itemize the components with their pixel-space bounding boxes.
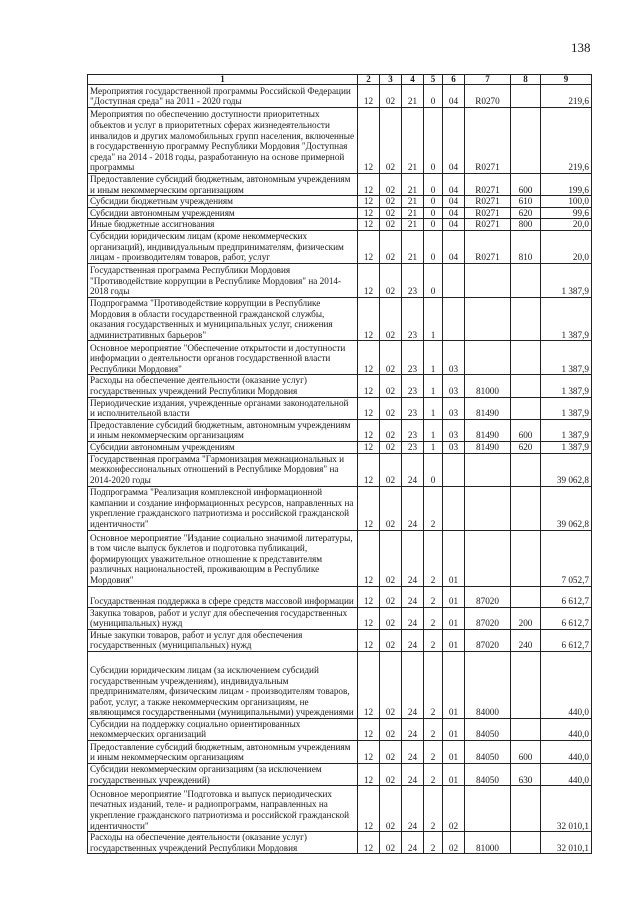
direction-code-cell: R0271	[465, 108, 511, 174]
row-name-cell: Расходы на обеспечение деятельности (оказание услуг) государственных учреждений Республики Мордовия	[88, 375, 358, 397]
activity-code-cell: 01	[443, 718, 465, 740]
column-header: 1	[88, 75, 358, 85]
ministry-code-cell: 12	[358, 108, 380, 174]
program-code-cell: 21	[402, 85, 424, 108]
direction-code-cell: 87020	[465, 586, 511, 607]
program-code-cell: 24	[402, 718, 424, 740]
row-name-cell: Субсидии автономным учреждениям	[88, 441, 358, 453]
section-code-cell: 02	[380, 219, 402, 231]
direction-code-cell: R0271	[465, 230, 511, 263]
row-name-cell: Основное мероприятие "Обеспечение открытости и доступности информации о деятельности органов государственной власти Республики Мордовия"	[88, 341, 358, 375]
row-name-cell: Субсидии некоммерческим организациям (за исключением государственных учреждений)	[88, 764, 358, 786]
activity-code-cell: 03	[443, 397, 465, 419]
amount-cell: 1 387,9	[541, 297, 592, 340]
activity-code-cell: 01	[443, 607, 465, 629]
section-code-cell: 02	[380, 196, 402, 208]
subprogram-code-cell: 1	[424, 419, 443, 441]
expense-type-cell: 810	[511, 230, 541, 263]
program-code-cell: 23	[402, 375, 424, 397]
program-code-cell: 24	[402, 651, 424, 718]
table-row	[88, 629, 592, 651]
activity-code-cell: 01	[443, 629, 465, 651]
column-header: 2	[358, 75, 380, 85]
ministry-code-cell: 12	[358, 530, 380, 586]
direction-code-cell: R0270	[465, 85, 511, 108]
ministry-code-cell: 12	[358, 341, 380, 375]
row-name-cell: Иные закупки товаров, работ и услуг для обеспечения государственных (муниципальных) нужд	[88, 629, 358, 651]
row-name-cell: Субсидии бюджетным учреждениям	[88, 196, 358, 208]
activity-code-cell: 01	[443, 586, 465, 607]
expense-type-cell: 630	[511, 764, 541, 786]
subprogram-code-cell: 1	[424, 397, 443, 419]
subprogram-code-cell: 0	[424, 196, 443, 208]
direction-code-cell: 87020	[465, 607, 511, 629]
row-name-cell: Иные бюджетные ассигнования	[88, 219, 358, 231]
table-row	[88, 453, 592, 486]
expense-type-cell: 610	[511, 196, 541, 208]
row-name-cell: Государственная поддержка в сфере средств массовой информации	[88, 586, 358, 607]
ministry-code-cell: 12	[358, 297, 380, 340]
amount-cell: 1 387,9	[541, 341, 592, 375]
direction-code-cell	[465, 530, 511, 586]
table-row	[88, 530, 592, 586]
row-name-cell: Государственная программа "Гармонизация межнациональных и межконфессиональных отношений в Республике Мордовия" на 2014-2020 годы	[88, 453, 358, 486]
program-code-cell: 21	[402, 108, 424, 174]
section-code-cell: 02	[380, 297, 402, 340]
section-code-cell: 02	[380, 419, 402, 441]
column-header: 3	[380, 75, 402, 85]
subprogram-code-cell: 0	[424, 219, 443, 231]
table-row	[88, 230, 592, 263]
ministry-code-cell: 12	[358, 196, 380, 208]
direction-code-cell: 84050	[465, 718, 511, 740]
ministry-code-cell: 12	[358, 586, 380, 607]
amount-cell: 7 052,7	[541, 530, 592, 586]
section-code-cell: 02	[380, 108, 402, 174]
section-code-cell: 02	[380, 586, 402, 607]
amount-cell: 6 612,7	[541, 629, 592, 651]
activity-code-cell: 04	[443, 196, 465, 208]
subprogram-code-cell: 2	[424, 586, 443, 607]
program-code-cell: 23	[402, 441, 424, 453]
expense-type-cell: 620	[511, 441, 541, 453]
expense-type-cell	[511, 341, 541, 375]
activity-code-cell	[443, 297, 465, 340]
amount-cell: 1 387,9	[541, 263, 592, 297]
program-code-cell: 23	[402, 297, 424, 340]
table-row	[88, 607, 592, 629]
activity-code-cell: 04	[443, 230, 465, 263]
subprogram-code-cell: 0	[424, 263, 443, 297]
expense-type-cell	[511, 786, 541, 832]
subprogram-code-cell: 0	[424, 174, 443, 196]
column-header: 6	[443, 75, 465, 85]
direction-code-cell	[465, 341, 511, 375]
direction-code-cell: R0271	[465, 219, 511, 231]
column-header: 9	[541, 75, 592, 85]
ministry-code-cell: 12	[358, 219, 380, 231]
activity-code-cell: 01	[443, 530, 465, 586]
ministry-code-cell: 12	[358, 397, 380, 419]
section-code-cell: 02	[380, 441, 402, 453]
section-code-cell: 02	[380, 486, 402, 530]
row-name-cell: Основное мероприятие "Издание социально значимой литературы, в том числе выпуск буклетов и подготовка публикаций, формирующих уважительное отношение к представителям различных национальностей, проживающим в Республике Мордовия"	[88, 530, 358, 586]
amount-cell: 32 010,1	[541, 786, 592, 832]
expense-type-cell: 620	[511, 207, 541, 219]
amount-cell: 219,6	[541, 85, 592, 108]
row-name-cell: Подпрограмма "Реализация комплексной информационной кампании и создание информационных ресурсов, направленных на укрепление гражданского патриотизма и российской гражданской идентичности"	[88, 486, 358, 530]
budget-table	[87, 74, 592, 854]
table-row	[88, 108, 592, 174]
table-row	[88, 764, 592, 786]
expense-type-cell	[511, 108, 541, 174]
amount-cell: 20,0	[541, 230, 592, 263]
table-row	[88, 207, 592, 219]
program-code-cell: 24	[402, 764, 424, 786]
expense-type-cell	[511, 453, 541, 486]
ministry-code-cell: 12	[358, 629, 380, 651]
table-row	[88, 786, 592, 832]
subprogram-code-cell: 0	[424, 230, 443, 263]
direction-code-cell: 84050	[465, 741, 511, 764]
table-row	[88, 174, 592, 196]
table-row	[88, 486, 592, 530]
ministry-code-cell: 12	[358, 441, 380, 453]
column-header: 8	[511, 75, 541, 85]
amount-cell: 39 062,8	[541, 486, 592, 530]
subprogram-code-cell: 1	[424, 375, 443, 397]
ministry-code-cell: 12	[358, 230, 380, 263]
direction-code-cell	[465, 453, 511, 486]
section-code-cell: 02	[380, 786, 402, 832]
direction-code-cell: 84050	[465, 764, 511, 786]
activity-code-cell: 02	[443, 832, 465, 854]
expense-type-cell: 200	[511, 607, 541, 629]
program-code-cell: 23	[402, 419, 424, 441]
table-header-row	[88, 75, 592, 85]
program-code-cell: 24	[402, 453, 424, 486]
expense-type-cell	[511, 486, 541, 530]
subprogram-code-cell: 2	[424, 786, 443, 832]
direction-code-cell: R0271	[465, 207, 511, 219]
expense-type-cell	[511, 530, 541, 586]
direction-code-cell	[465, 263, 511, 297]
expense-type-cell	[511, 397, 541, 419]
direction-code-cell: R0271	[465, 196, 511, 208]
table-row	[88, 832, 592, 854]
table-row	[88, 741, 592, 764]
section-code-cell: 02	[380, 85, 402, 108]
program-code-cell: 24	[402, 832, 424, 854]
activity-code-cell: 02	[443, 786, 465, 832]
ministry-code-cell: 12	[358, 174, 380, 196]
activity-code-cell	[443, 263, 465, 297]
ministry-code-cell: 12	[358, 375, 380, 397]
activity-code-cell: 01	[443, 764, 465, 786]
ministry-code-cell: 12	[358, 718, 380, 740]
row-name-cell: Основное мероприятие "Подготовка и выпуск периодических печатных изданий, теле- и радиопрограмм, направленных на укрепление гражданского патриотизма и российской гражданской идентичности"	[88, 786, 358, 832]
amount-cell: 6 612,7	[541, 607, 592, 629]
section-code-cell: 02	[380, 629, 402, 651]
amount-cell: 1 387,9	[541, 397, 592, 419]
ministry-code-cell: 12	[358, 486, 380, 530]
amount-cell: 100,0	[541, 196, 592, 208]
expense-type-cell: 600	[511, 741, 541, 764]
activity-code-cell: 04	[443, 207, 465, 219]
section-code-cell: 02	[380, 530, 402, 586]
program-code-cell: 24	[402, 741, 424, 764]
section-code-cell: 02	[380, 718, 402, 740]
direction-code-cell: 81490	[465, 441, 511, 453]
expense-type-cell	[511, 297, 541, 340]
row-name-cell: Закупка товаров, работ и услуг для обеспечения государственных (муниципальных) нужд	[88, 607, 358, 629]
subprogram-code-cell: 0	[424, 85, 443, 108]
section-code-cell: 02	[380, 453, 402, 486]
subprogram-code-cell: 1	[424, 297, 443, 340]
subprogram-code-cell: 0	[424, 453, 443, 486]
amount-cell: 6 612,7	[541, 586, 592, 607]
activity-code-cell: 04	[443, 219, 465, 231]
row-name-cell: Подпрограмма "Противодействие коррупции в Республике Мордовия в области государственной гражданской службы, оказания государственных и муниципальных услуг, снижения административных барьеров"	[88, 297, 358, 340]
activity-code-cell	[443, 486, 465, 530]
direction-code-cell: 87020	[465, 629, 511, 651]
subprogram-code-cell: 2	[424, 629, 443, 651]
ministry-code-cell: 12	[358, 607, 380, 629]
section-code-cell: 02	[380, 741, 402, 764]
row-name-cell: Субсидии юридическим лицам (за исключением субсидий государственным учреждениям), индивидуальным предпринимателям, физическим лицам - производителям товаров, работ, услуг, а также некоммерческим организациям, не являющимся государственными (муниципальными) учреждениями	[88, 651, 358, 718]
section-code-cell: 02	[380, 341, 402, 375]
column-header: 5	[424, 75, 443, 85]
row-name-cell: Мероприятия по обеспечению доступности приоритетных объектов и услуг в приоритетных сферах жизнедеятельности инвалидов и других маломобильных групп населения, включенные в государственную программу Республики Мордовия "Доступная среда" на 2014 - 2018 годы, разработанную на основе примерной программы	[88, 108, 358, 174]
program-code-cell: 24	[402, 786, 424, 832]
ministry-code-cell: 12	[358, 263, 380, 297]
expense-type-cell	[511, 85, 541, 108]
subprogram-code-cell: 2	[424, 741, 443, 764]
subprogram-code-cell: 0	[424, 207, 443, 219]
subprogram-code-cell: 1	[424, 441, 443, 453]
direction-code-cell: R0271	[465, 174, 511, 196]
page-number: 138	[571, 40, 591, 55]
ministry-code-cell: 12	[358, 786, 380, 832]
ministry-code-cell: 12	[358, 85, 380, 108]
row-name-cell: Субсидии автономным учреждениям	[88, 207, 358, 219]
amount-cell: 219,6	[541, 108, 592, 174]
program-code-cell: 21	[402, 196, 424, 208]
table-row	[88, 586, 592, 607]
program-code-cell: 21	[402, 174, 424, 196]
row-name-cell: Предоставление субсидий бюджетным, автономным учреждениям и иным некоммерческим организациям	[88, 174, 358, 196]
direction-code-cell: 84000	[465, 651, 511, 718]
row-name-cell: Предоставление субсидий бюджетным, автономным учреждениям и иным некоммерческим организациям	[88, 741, 358, 764]
table-row	[88, 297, 592, 340]
table-row	[88, 397, 592, 419]
activity-code-cell: 03	[443, 375, 465, 397]
direction-code-cell: 81000	[465, 832, 511, 854]
table-row	[88, 85, 592, 108]
table-row	[88, 196, 592, 208]
expense-type-cell: 600	[511, 419, 541, 441]
expense-type-cell	[511, 832, 541, 854]
row-name-cell: Субсидии на поддержку социально ориентированных некоммерческих организаций	[88, 718, 358, 740]
amount-cell: 20,0	[541, 219, 592, 231]
ministry-code-cell: 12	[358, 741, 380, 764]
amount-cell: 1 387,9	[541, 375, 592, 397]
column-header: 7	[465, 75, 511, 85]
activity-code-cell: 03	[443, 419, 465, 441]
table-row	[88, 341, 592, 375]
direction-code-cell: 81490	[465, 419, 511, 441]
section-code-cell: 02	[380, 230, 402, 263]
ministry-code-cell: 12	[358, 764, 380, 786]
ministry-code-cell: 12	[358, 419, 380, 441]
direction-code-cell: 81000	[465, 375, 511, 397]
amount-cell: 440,0	[541, 718, 592, 740]
program-code-cell: 23	[402, 263, 424, 297]
table-body	[88, 85, 592, 854]
program-code-cell: 24	[402, 486, 424, 530]
section-code-cell: 02	[380, 207, 402, 219]
row-name-cell: Мероприятия государственной программы Российской Федерации "Доступная среда" на 2011 - 2020 годы	[88, 85, 358, 108]
table-row	[88, 375, 592, 397]
expense-type-cell	[511, 263, 541, 297]
amount-cell: 440,0	[541, 764, 592, 786]
subprogram-code-cell: 0	[424, 108, 443, 174]
row-name-cell: Государственная программа Республики Мордовия "Противодействие коррупции в Республике Мордовия" на 2014-2018 годы	[88, 263, 358, 297]
section-code-cell: 02	[380, 375, 402, 397]
table-row	[88, 718, 592, 740]
expense-type-cell: 240	[511, 629, 541, 651]
row-name-cell: Расходы на обеспечение деятельности (оказание услуг) государственных учреждений Республики Мордовия	[88, 832, 358, 854]
direction-code-cell: 81490	[465, 397, 511, 419]
program-code-cell: 23	[402, 397, 424, 419]
row-name-cell: Субсидии юридическим лицам (кроме некоммерческих организаций), индивидуальным предпринимателям, физическим лицам - производителям товаров, работ, услуг	[88, 230, 358, 263]
activity-code-cell: 01	[443, 651, 465, 718]
table-row	[88, 219, 592, 231]
activity-code-cell: 04	[443, 108, 465, 174]
table-row	[88, 651, 592, 718]
program-code-cell: 24	[402, 586, 424, 607]
subprogram-code-cell: 2	[424, 530, 443, 586]
direction-code-cell	[465, 486, 511, 530]
expense-type-cell: 800	[511, 219, 541, 231]
program-code-cell: 24	[402, 530, 424, 586]
activity-code-cell: 04	[443, 85, 465, 108]
program-code-cell: 21	[402, 207, 424, 219]
ministry-code-cell: 12	[358, 453, 380, 486]
section-code-cell: 02	[380, 397, 402, 419]
expense-type-cell	[511, 718, 541, 740]
activity-code-cell: 01	[443, 741, 465, 764]
subprogram-code-cell: 2	[424, 651, 443, 718]
section-code-cell: 02	[380, 174, 402, 196]
expense-type-cell	[511, 586, 541, 607]
amount-cell: 1 387,9	[541, 441, 592, 453]
row-name-cell: Периодические издания, учрежденные органами законодательной и исполнительной власти	[88, 397, 358, 419]
amount-cell: 99,6	[541, 207, 592, 219]
amount-cell: 32 010,1	[541, 832, 592, 854]
table-row	[88, 419, 592, 441]
activity-code-cell: 03	[443, 441, 465, 453]
amount-cell: 199,6	[541, 174, 592, 196]
program-code-cell: 24	[402, 607, 424, 629]
table-row	[88, 441, 592, 453]
program-code-cell: 24	[402, 629, 424, 651]
subprogram-code-cell: 2	[424, 764, 443, 786]
activity-code-cell: 04	[443, 174, 465, 196]
subprogram-code-cell: 2	[424, 718, 443, 740]
section-code-cell: 02	[380, 651, 402, 718]
program-code-cell: 21	[402, 230, 424, 263]
section-code-cell: 02	[380, 832, 402, 854]
section-code-cell: 02	[380, 607, 402, 629]
subprogram-code-cell: 2	[424, 607, 443, 629]
activity-code-cell: 03	[443, 341, 465, 375]
column-header: 4	[402, 75, 424, 85]
row-name-cell: Предоставление субсидий бюджетным, автономным учреждениям и иным некоммерческим организациям	[88, 419, 358, 441]
program-code-cell: 21	[402, 219, 424, 231]
expense-type-cell	[511, 651, 541, 718]
activity-code-cell	[443, 453, 465, 486]
ministry-code-cell: 12	[358, 207, 380, 219]
subprogram-code-cell: 1	[424, 341, 443, 375]
direction-code-cell	[465, 786, 511, 832]
subprogram-code-cell: 2	[424, 832, 443, 854]
amount-cell: 1 387,9	[541, 419, 592, 441]
amount-cell: 440,0	[541, 741, 592, 764]
ministry-code-cell: 12	[358, 651, 380, 718]
section-code-cell: 02	[380, 263, 402, 297]
table-row	[88, 263, 592, 297]
direction-code-cell	[465, 297, 511, 340]
amount-cell: 440,0	[541, 651, 592, 718]
section-code-cell: 02	[380, 764, 402, 786]
expense-type-cell	[511, 375, 541, 397]
expense-type-cell: 600	[511, 174, 541, 196]
ministry-code-cell: 12	[358, 832, 380, 854]
subprogram-code-cell: 2	[424, 486, 443, 530]
program-code-cell: 23	[402, 341, 424, 375]
amount-cell: 39 062,8	[541, 453, 592, 486]
